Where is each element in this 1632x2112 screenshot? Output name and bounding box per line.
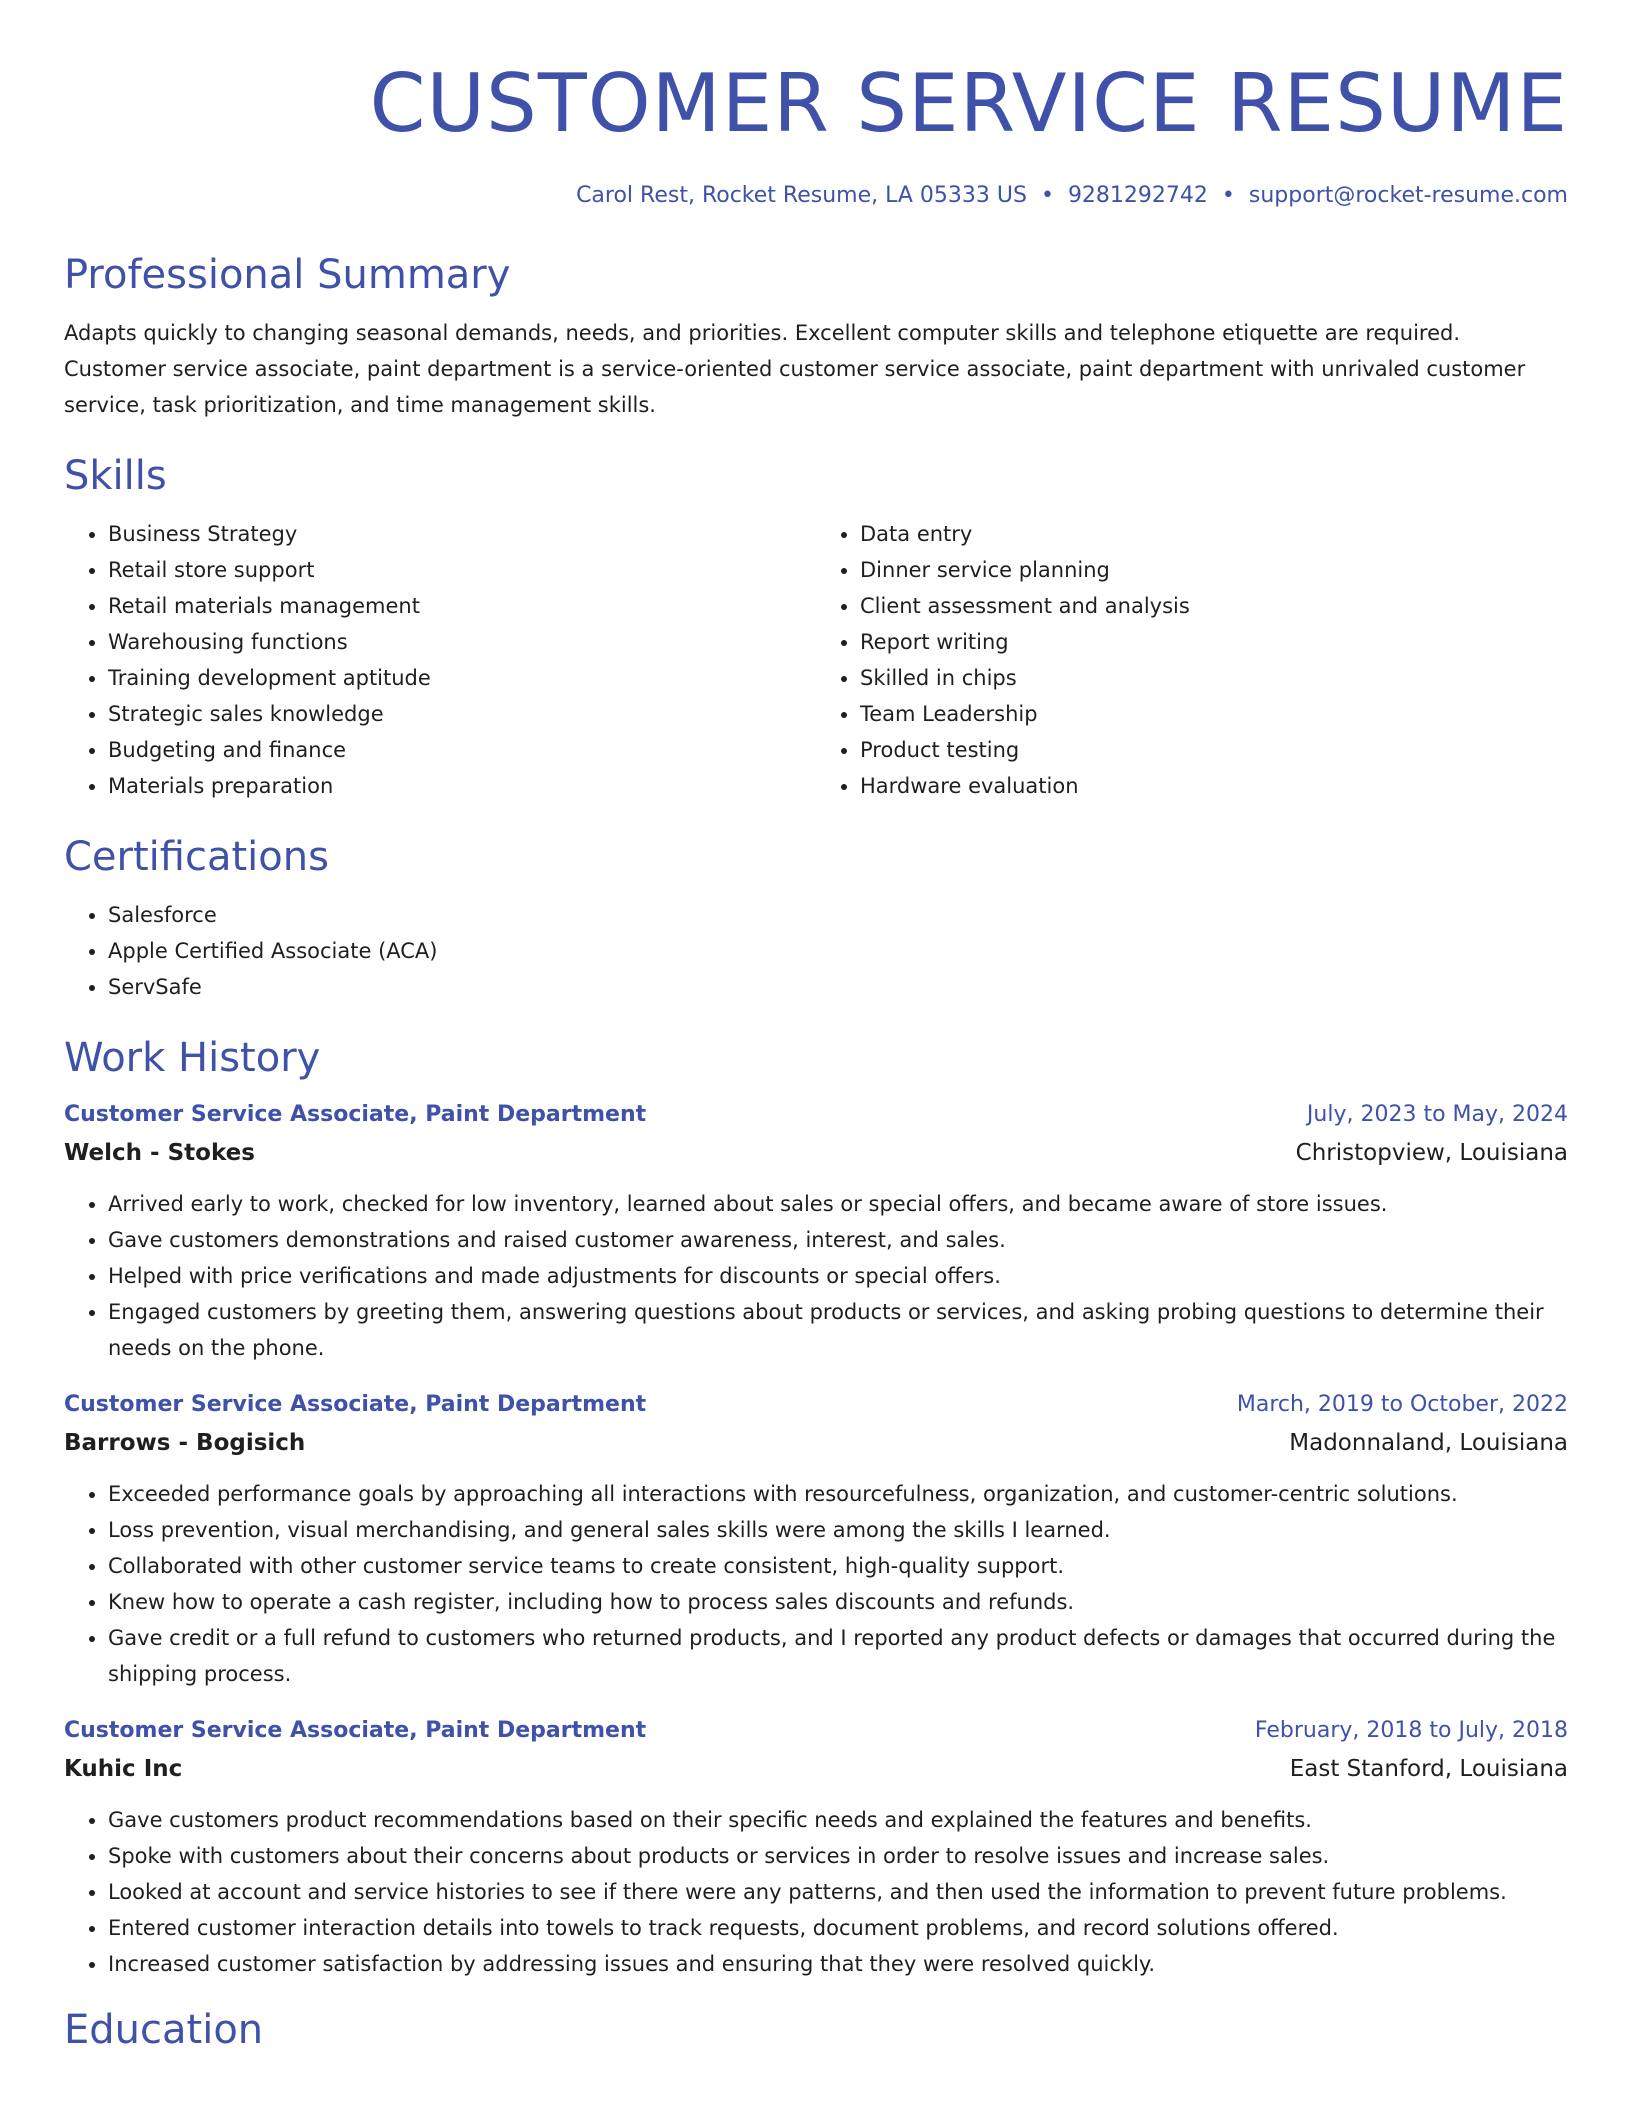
job-bullet: • Spoke with customers about their concerns about products or services in order to resolve issues and increase sales. [108,1838,1568,1874]
skill-item: • Retail store support [108,552,816,588]
job-bullet: • Entered customer interaction details into towels to track requests, document problems, and record solutions offered. [108,1910,1568,1946]
job-location: East Stanford, Louisiana [1289,1756,1568,1782]
certification-item: • Apple Certified Associate (ACA) [108,933,1568,969]
skill-item: • Data entry [860,516,1568,552]
section-heading-certifications: Certifications [64,834,329,880]
job-header-row [64,1386,1568,1424]
job-header-row [64,1712,1568,1750]
job-entry [64,1096,1568,1366]
summary-text: Adapts quickly to changing seasonal demands, needs, and priorities. Excellent computer skills and telephone etiquette are required. Customer service associate, paint department is a service-oriented customer service associate, paint department with unrivaled customer service, task prioritization, and time management skills. [64,321,1526,417]
certification-item: • Salesforce [108,897,1568,933]
contact-address: Carol Rest, Rocket Resume, LA 05333 US [576,183,1027,208]
job-bullet: • Knew how to operate a cash register, including how to process sales discounts and refunds. [108,1584,1568,1620]
skill-item: • Strategic sales knowledge [108,696,816,732]
skill-item: • Retail materials management [108,588,816,624]
job-location: Madonnaland, Louisiana [1289,1430,1568,1456]
resume-page [64,0,1568,2056]
skills-list-right [816,516,1568,804]
job-bullet: • Exceeded performance goals by approaching all interactions with resourcefulness, organization, and customer-centric solutions. [108,1476,1568,1512]
job-company: Welch - Stokes [64,1140,255,1166]
job-title: Customer Service Associate, Paint Department [64,1718,647,1743]
job-bullet: • Engaged customers by greeting them, answering questions about products or services, and asking probing questions to determine their needs on the phone. [108,1294,1568,1366]
job-bullet: • Gave customers product recommendations based on their specific needs and explained the features and benefits. [108,1802,1568,1838]
job-bullets [64,1476,1568,1692]
contact-email: support@rocket-resume.com [1248,183,1568,208]
contact-separator: • [1221,183,1235,208]
job-title: Customer Service Associate, Paint Department [64,1102,647,1127]
resume-title: CUSTOMER SERVICE RESUME [369,57,1568,150]
contact-line [64,179,1568,213]
skill-item: • Dinner service planning [860,552,1568,588]
job-company-row [64,1750,1568,1788]
job-bullet: • Arrived early to work, checked for low inventory, learned about sales or special offers, and became aware of store issues. [108,1186,1568,1222]
section-heading-education: Education [64,2007,264,2053]
skills-columns [64,516,1568,804]
job-entry [64,1386,1568,1692]
skill-item: • Skilled in chips [860,660,1568,696]
job-company: Barrows - Bogisich [64,1430,306,1456]
certification-item: • ServSafe [108,969,1568,1005]
job-bullet: • Increased customer satisfaction by addressing issues and ensuring that they were resolved quickly. [108,1946,1568,1982]
skill-item: • Report writing [860,624,1568,660]
job-bullet: • Collaborated with other customer service teams to create consistent, high-quality support. [108,1548,1568,1584]
job-dates: July, 2023 to May, 2024 [1306,1102,1568,1127]
job-company: Kuhic Inc [64,1756,183,1782]
certifications-list [64,897,1568,1005]
skills-list-left [64,516,816,804]
job-location: Christopview, Louisiana [1295,1140,1568,1166]
job-bullet: • Helped with price verifications and made adjustments for discounts or special offers. [108,1258,1568,1294]
job-company-row [64,1424,1568,1462]
skill-item: • Hardware evaluation [860,768,1568,804]
contact-separator: • [1040,183,1054,208]
job-bullet: • Gave customers demonstrations and raised customer awareness, interest, and sales. [108,1222,1568,1258]
job-dates: March, 2019 to October, 2022 [1236,1392,1568,1417]
skill-item: • Warehousing functions [108,624,816,660]
skill-item: • Materials preparation [108,768,816,804]
job-dates: February, 2018 to July, 2018 [1254,1718,1568,1743]
job-entry [64,1712,1568,1982]
job-bullet: • Loss prevention, visual merchandising, and general sales skills were among the skills I learned. [108,1512,1568,1548]
skill-item: • Business Strategy [108,516,816,552]
contact-phone: 9281292742 [1067,183,1208,208]
job-bullets [64,1186,1568,1366]
section-heading-work-history: Work History [64,1035,321,1081]
section-heading-skills: Skills [64,453,167,499]
job-company-row [64,1134,1568,1172]
job-bullets [64,1802,1568,1982]
skill-item: • Training development aptitude [108,660,816,696]
job-header-row [64,1096,1568,1134]
skill-item: • Budgeting and finance [108,732,816,768]
skill-item: • Client assessment and analysis [860,588,1568,624]
skill-item: • Team Leadership [860,696,1568,732]
skill-item: • Product testing [860,732,1568,768]
job-bullet: • Gave credit or a full refund to customers who returned products, and I reported any product defects or damages that occurred during the shipping process. [108,1620,1568,1692]
section-heading-summary: Professional Summary [64,252,511,298]
job-title: Customer Service Associate, Paint Department [64,1392,647,1417]
job-bullet: • Looked at account and service histories to see if there were any patterns, and then used the information to prevent future problems. [108,1874,1568,1910]
